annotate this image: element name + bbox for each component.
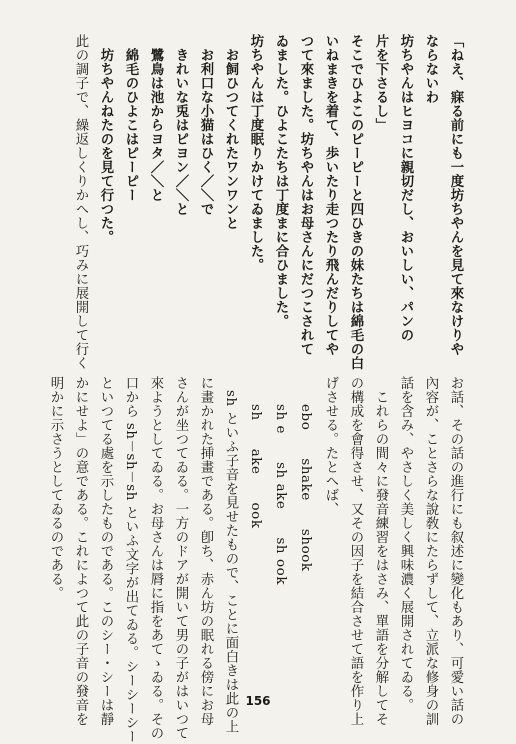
text-column: 片を下さるし」 <box>373 34 389 132</box>
text-column: ならないわ <box>423 34 439 104</box>
text-column: の構成を會得させ、又その因子を結合させて語を作り上 <box>348 376 363 726</box>
text-column: に畫かれた挿畫である。卽ち、赤ん坊の眠れる傍にお母 <box>198 376 213 726</box>
text-column: お利口な小猫はひく／＼で <box>198 34 214 216</box>
text-column: ゐました。ひよこたちは丁度まに合ひました。 <box>273 34 289 328</box>
text-column: そこでひよこのピーピーと四ひきの妹たちは綿毛の白 <box>348 34 364 370</box>
text-column: 來ようとしてゐる。お母さんは脣に指をあてゝゐる。その <box>148 376 163 740</box>
text-column: 坊ちやんはヒヨコに親切だし、おいしい、パンの <box>398 34 414 342</box>
text-column: 坊ちやんねたのを見て行つた。 <box>98 34 114 244</box>
text-column: これらの間々に發音練習をはさみ、單語を分解してそ <box>373 376 388 726</box>
upper-text-block <box>0 34 468 370</box>
page-number: 156 <box>245 694 271 708</box>
text-column: 話を含み、やさしく美しく興味濃く展開されてゐる。 <box>398 376 413 712</box>
text-column: お話、その話の進行にも叙述に變化もあり、可愛い話の <box>448 376 463 726</box>
text-column: 坊ちやんは丁度眠りかけてゐました。 <box>248 34 264 272</box>
text-column: かにせよ」の意である。これによつて此の子音の發音を <box>73 376 88 726</box>
text-column: 「ねえ、寐る前にも一度坊ちやんを見て來なけりや <box>448 34 464 356</box>
text-column: 口から sh－sh－sh といふ文字が出てゐる。シーシーシー <box>123 376 138 744</box>
text-column: げさせる。たとへば、 <box>323 376 338 516</box>
text-column: ebo shake shook <box>298 376 313 572</box>
text-column: お飼ひつてくれたワンワンと <box>223 34 239 230</box>
text-column: 內容が、ことさらな說敎にたらずして、立派な修身の訓 <box>423 376 438 726</box>
text-column: 綿毛のひよこはピーピー <box>123 34 139 202</box>
text-column: sh といふ子音を見せたもので、ことに面白きは此の上 <box>223 376 238 734</box>
text-column: sh ake ook <box>248 376 263 529</box>
text-column: さんが坐つてゐる。一方のドアが開いて男の子がはいつて <box>173 376 188 740</box>
text-column: といつてる處を示したものである。このシー・シーは靜 <box>98 376 113 726</box>
text-column: 此の調子で、繰返しくりかへし、巧みに展開して行く <box>73 34 88 370</box>
text-column: sh e sh ake sh ook <box>273 376 288 586</box>
text-column: つて來ました。坊ちやんはお母さんにだつこされて <box>298 34 314 356</box>
text-column: 鷺鳥は池からヨタ／＼と <box>148 34 164 202</box>
text-column: いねまきを着て、歩いたり走つたり飛んだりしてや <box>323 34 339 356</box>
text-column: 明かに示さうとしてゐるのである。 <box>48 376 63 600</box>
text-column: きれいな兎はピヨン／＼と <box>173 34 189 216</box>
